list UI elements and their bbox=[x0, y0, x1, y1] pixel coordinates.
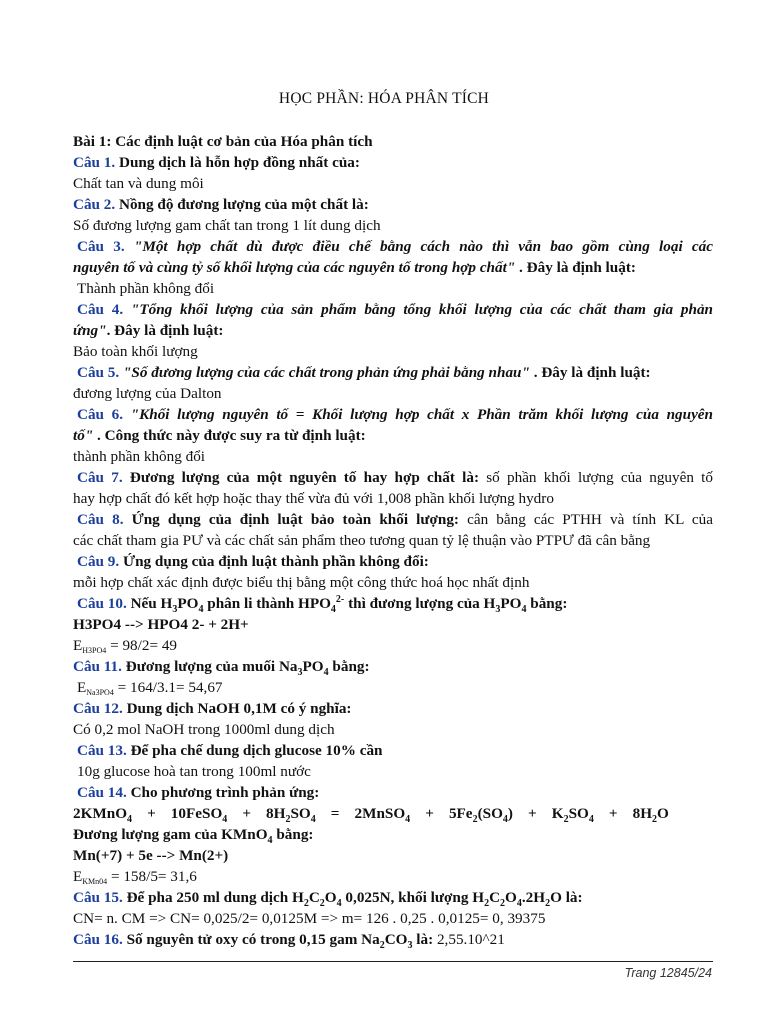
answer-10 bbox=[73, 635, 713, 656]
subscript: 2 bbox=[303, 898, 309, 910]
question-text: là: bbox=[412, 931, 434, 948]
answer-14 bbox=[73, 866, 713, 887]
question-14 bbox=[73, 782, 713, 803]
answer-13: 10g glucose hoà tan trong 100ml nước bbox=[77, 763, 311, 780]
answer-15: CN= n. CM => CN= 0,025/2= 0,0125M => m= 126 . 0,25 . 0,0125= 0, 39375 bbox=[73, 910, 546, 927]
equation-term: $8H_2SO_4$ bbox=[266, 805, 316, 826]
equation-term: = bbox=[330, 805, 340, 822]
subscript: KMn04 bbox=[82, 877, 108, 886]
question-7-line-1 bbox=[73, 467, 713, 488]
symbol-e: E bbox=[73, 637, 83, 654]
question-suffix: . Đây là định luật: bbox=[529, 364, 651, 381]
subscript: 4 bbox=[516, 898, 522, 910]
symbol-e: E bbox=[73, 868, 83, 885]
question-quote: ứng" bbox=[73, 322, 107, 339]
question-label: Câu 6. bbox=[77, 406, 124, 423]
answer-1: Chất tan và dung môi bbox=[73, 175, 204, 192]
answer-5: đương lượng của Dalton bbox=[73, 385, 222, 402]
question-quote: "Tổng khối lượng của sản phẩm bằng tổng khối lượng của các chất tham gia phản bbox=[123, 301, 713, 318]
question-text: .2H bbox=[521, 889, 546, 906]
question-1 bbox=[73, 152, 713, 173]
subscript: 3 bbox=[297, 667, 303, 679]
question-label: Câu 16. bbox=[73, 931, 123, 948]
half-reaction-14: Mn(+7) + 5e --> Mn(2+) bbox=[73, 847, 229, 864]
question-quote: tố" bbox=[73, 427, 94, 444]
answer-text: = 158/5= 31,6 bbox=[107, 868, 197, 885]
question-3-line-2 bbox=[73, 257, 713, 278]
answer-3: Thành phần không đổi bbox=[77, 280, 215, 297]
question-label: Câu 4. bbox=[77, 301, 124, 318]
subscript: 4 bbox=[267, 835, 273, 847]
answer-8-line-2: các chất tham gia PƯ và các chất sản phẩm theo tương quan tỷ lệ thuận vào PTPƯ đã cân bằng bbox=[73, 532, 651, 549]
subscript: 2 bbox=[484, 898, 490, 910]
answer-text: số phần khối lượng của nguyên tố bbox=[479, 469, 713, 486]
page-title: HỌC PHẦN: HÓA PHÂN TÍCH bbox=[278, 90, 490, 107]
equation-term: $8H_2O$ bbox=[632, 805, 669, 826]
answer-text: = 164/3.1= 54,67 bbox=[113, 679, 223, 696]
question-15 bbox=[73, 887, 713, 908]
equation-10: H3PO4 --> HPO4 2- + 2H+ bbox=[73, 616, 249, 633]
question-text: C bbox=[308, 889, 320, 906]
question-quote: "Số đương lượng của các chất trong phản ứng phải bằng nhau" bbox=[119, 364, 530, 381]
equation-term: + bbox=[608, 805, 618, 822]
subscript: 2 bbox=[319, 898, 325, 910]
subscript: 4 bbox=[336, 898, 342, 910]
question-text: C bbox=[489, 889, 501, 906]
question-quote: nguyên tố và cùng tỷ số khối lượng của các nguyên tố trong hợp chất" bbox=[73, 259, 516, 276]
question-label: Câu 7. bbox=[77, 469, 123, 486]
question-label: Câu 9. bbox=[77, 553, 120, 570]
question-4-line-1 bbox=[73, 299, 713, 320]
question-8-line-1 bbox=[73, 509, 713, 530]
document-body bbox=[73, 131, 713, 950]
question-text: O bbox=[324, 889, 337, 906]
subscript: 4 bbox=[330, 604, 336, 616]
subscript: 4 bbox=[198, 604, 204, 616]
equation-term: 2KMnO$_4$ bbox=[73, 805, 133, 826]
question-label: Câu 11. bbox=[73, 658, 122, 675]
question-text: bằng: bbox=[526, 595, 568, 612]
equation-term: $5Fe_2(SO_4)$ bbox=[448, 805, 513, 826]
question-text: CO bbox=[384, 931, 408, 948]
question-text: Đương lượng của muối Na bbox=[121, 658, 298, 675]
question-quote: "Khối lượng nguyên tố = Khối lượng hợp chất x Phần trăm khối lượng của nguyên bbox=[123, 406, 713, 423]
question-label: Câu 2. bbox=[73, 196, 116, 213]
question-suffix: . Công thức này được suy ra từ định luật: bbox=[93, 427, 366, 444]
question-text: Cho phương trình phản ứng: bbox=[126, 784, 320, 801]
subscript: 2 bbox=[545, 898, 551, 910]
answer-4: Bảo toàn khối lượng bbox=[73, 343, 198, 360]
subscript: 4 bbox=[521, 604, 527, 616]
answer-12: Có 0,2 mol NaOH trong 1000ml dung dịch bbox=[73, 721, 335, 738]
question-text: Dung dịch là hỗn hợp đồng nhất của: bbox=[115, 154, 360, 171]
equation-term: + bbox=[528, 805, 537, 822]
question-11 bbox=[73, 656, 713, 677]
question-text: O bbox=[505, 889, 517, 906]
subscript: 4 bbox=[323, 667, 329, 679]
question-text: O là: bbox=[550, 889, 583, 906]
question-6-line-2 bbox=[73, 425, 713, 446]
question-suffix: . Đây là định luật: bbox=[106, 322, 224, 339]
question-label: Câu 13. bbox=[77, 742, 127, 759]
question-text: Ứng dụng của định luật thành phần không đổi: bbox=[119, 553, 429, 570]
subscript: 2 bbox=[379, 940, 385, 952]
question-suffix: . Đây là định luật: bbox=[515, 259, 636, 276]
question-label: Câu 15. bbox=[73, 889, 123, 906]
answer-text: = 98/2= 49 bbox=[106, 637, 178, 654]
answer-7-line-2: hay hợp chất đó kết hợp hoặc thay thế vừa đủ với 1,008 phần khối lượng hydro bbox=[73, 490, 554, 507]
question-text: Số nguyên tử oxy có trong 0,15 gam Na bbox=[122, 931, 380, 948]
question-6-line-1 bbox=[73, 404, 713, 425]
question-label: Câu 3. bbox=[77, 238, 125, 255]
question-text: Ứng dụng của định luật bảo toàn khối lượng: bbox=[123, 511, 459, 528]
question-quote: "Một hợp chất dù được điều chế bằng cách nào thì vẫn bao gồm cùng loại các bbox=[124, 238, 713, 255]
question-label: Câu 5. bbox=[77, 364, 120, 381]
question-10 bbox=[73, 593, 713, 614]
question-text: bằng: bbox=[272, 826, 314, 843]
subscript: H3PO4 bbox=[82, 646, 107, 655]
question-5 bbox=[73, 362, 713, 383]
question-label: Câu 8. bbox=[77, 511, 124, 528]
answer-2: Số đương lượng gam chất tan trong 1 lít dung dịch bbox=[73, 217, 381, 234]
question-text: bằng: bbox=[328, 658, 370, 675]
equation-term: + bbox=[242, 805, 251, 822]
equation-term: $K_2SO_4$ bbox=[551, 805, 594, 826]
answer-6: thành phần không đổi bbox=[73, 448, 206, 465]
superscript: 2- bbox=[335, 593, 345, 605]
question-text: Đương lượng gam của KMnO bbox=[73, 826, 268, 843]
question-label: Câu 14. bbox=[77, 784, 127, 801]
answer-9: mỗi hợp chất xác định được biểu thị bằng một công thức hoá học nhất định bbox=[73, 574, 530, 591]
question-13 bbox=[73, 740, 713, 761]
subscript: 3 bbox=[407, 940, 413, 952]
question-16 bbox=[73, 929, 713, 950]
question-label: Câu 12. bbox=[73, 700, 123, 717]
question-label: Câu 10. bbox=[77, 595, 127, 612]
question-text: PO bbox=[500, 595, 522, 612]
question-14-part-2 bbox=[73, 824, 713, 845]
question-text: Để pha chế dung dịch glucose 10% cần bbox=[126, 742, 383, 759]
section-heading: Bài 1: Các định luật cơ bản của Hóa phân tích bbox=[73, 133, 373, 150]
answer-text: 2,55.10^21 bbox=[433, 931, 505, 948]
question-3-line-1 bbox=[73, 236, 713, 257]
page-number: Trang 12845/24 bbox=[624, 966, 712, 980]
question-9 bbox=[73, 551, 713, 572]
footer-divider bbox=[73, 961, 713, 962]
equation-term: + bbox=[147, 805, 156, 822]
question-text: Dung dịch NaOH 0,1M có ý nghĩa: bbox=[122, 700, 352, 717]
question-text: Để pha 250 ml dung dịch H bbox=[122, 889, 304, 906]
subscript: 3 bbox=[172, 604, 178, 616]
question-text: PO bbox=[177, 595, 199, 612]
equation-term: 2MnSO$_4$ bbox=[354, 805, 411, 826]
answer-text: cân bằng các PTHH và tính KL của bbox=[459, 511, 713, 528]
question-text: Đương lượng của một nguyên tố hay hợp chất là: bbox=[122, 469, 480, 486]
subscript: 2 bbox=[500, 898, 506, 910]
question-text: 0,025N, khối lượng H bbox=[341, 889, 485, 906]
question-text: PO bbox=[302, 658, 324, 675]
equation-term: + bbox=[425, 805, 434, 822]
question-text: thì đương lượng của H bbox=[344, 595, 496, 612]
equation-term: 10FeSO$_4$ bbox=[170, 805, 228, 826]
question-label: Câu 1. bbox=[73, 154, 116, 171]
question-text: phân li thành HPO bbox=[203, 595, 331, 612]
question-text: Nồng độ đương lượng của một chất là: bbox=[115, 196, 369, 213]
question-2 bbox=[73, 194, 713, 215]
symbol-e: E bbox=[77, 679, 87, 696]
subscript: Na3PO4 bbox=[86, 688, 114, 697]
equation-14 bbox=[73, 803, 669, 824]
subscript: 3 bbox=[495, 604, 501, 616]
question-text: Nếu H bbox=[126, 595, 173, 612]
question-4-line-2 bbox=[73, 320, 713, 341]
answer-11 bbox=[73, 677, 713, 698]
question-12 bbox=[73, 698, 713, 719]
